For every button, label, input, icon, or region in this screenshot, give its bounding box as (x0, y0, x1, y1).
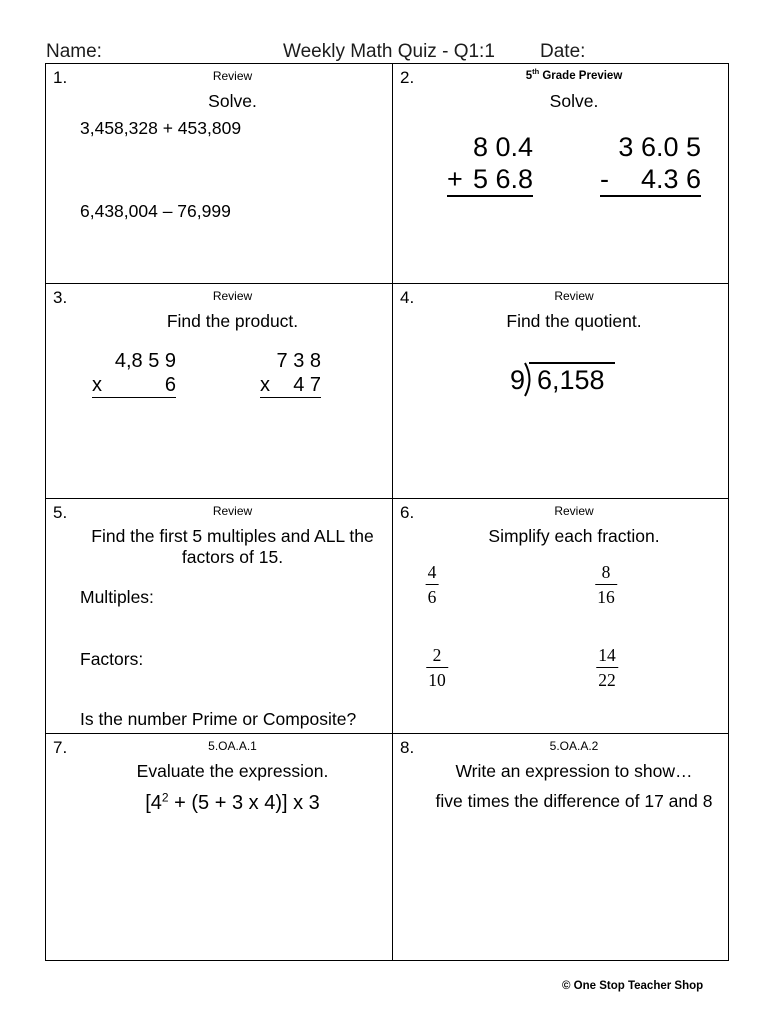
date-label: Date: (540, 41, 586, 62)
denominator: 16 (597, 587, 615, 607)
expression-rest: + (5 + 3 x 4)] x 3 (168, 792, 320, 814)
operator-sign: x (92, 374, 102, 396)
fraction (596, 643, 618, 692)
fraction (426, 643, 448, 692)
numerator: 14 (598, 645, 616, 665)
quiz-title: Weekly Math Quiz - Q1:1 (283, 41, 495, 62)
bottom-number: 4.3 6 (640, 164, 701, 194)
question-tag (420, 69, 728, 83)
dividend: 6,158 (529, 362, 615, 396)
tag-ordinal-suffix: th (532, 67, 540, 77)
bottom-row (600, 163, 701, 197)
question-tag: Review (212, 69, 253, 83)
question-4-cell (393, 284, 729, 499)
question-5-cell (46, 499, 393, 734)
question-number: 7. (53, 738, 68, 757)
bottom-number: 5 6.8 (472, 164, 533, 194)
question-7-cell (46, 734, 393, 961)
multiplication-problem (92, 349, 176, 398)
question-number: 8. (400, 738, 415, 757)
top-number: 7 3 8 (276, 350, 321, 372)
divisor: 9 (510, 365, 526, 395)
bottom-row (260, 373, 321, 398)
numerator: 8 (601, 562, 611, 582)
operator-sign: + (447, 164, 463, 194)
bottom-number: 6 (164, 374, 176, 396)
top-number: 4,8 5 9 (114, 350, 176, 372)
question-instruction: Solve. (549, 91, 599, 111)
denominator: 22 (598, 670, 616, 690)
fraction (426, 560, 439, 609)
question-number: 5. (53, 503, 68, 522)
top-number: 3 6.0 5 (618, 132, 701, 162)
instruction-line: factors of 15. (181, 547, 284, 567)
question-6-cell (393, 499, 729, 734)
factors-label: Factors: (80, 649, 144, 669)
instruction-line: Find the first 5 multiples and ALL the (91, 526, 374, 546)
denominator: 10 (428, 670, 446, 690)
tag-grade-number: 5 (525, 70, 533, 82)
operator-sign: x (260, 374, 270, 396)
multiplication-problem (260, 349, 321, 398)
exponent: 2 (161, 790, 169, 805)
question-1-cell (46, 64, 393, 284)
question-tag: 5.OA.A.1 (208, 739, 257, 753)
question-instruction: Find the quotient. (506, 311, 642, 331)
copyright-footer: © One Stop Teacher Shop (562, 980, 704, 992)
bottom-row (447, 163, 533, 197)
question-instruction: Simplify each fraction. (488, 526, 660, 546)
question-tag: 5.OA.A.2 (549, 739, 599, 753)
question-tag: Review (212, 289, 253, 303)
question-instruction: Find the product. (166, 311, 299, 331)
bottom-row (92, 373, 176, 398)
expression-prompt: five times the difference of 17 and 8 (435, 791, 713, 811)
prime-composite-question: Is the number Prime or Composite? (80, 709, 357, 729)
fraction (595, 560, 617, 609)
question-instruction: Solve. (208, 91, 257, 111)
expression-base: [4 (145, 792, 162, 814)
question-2-cell (393, 64, 729, 284)
subtraction-problem: 6,438,004 – 76,999 (80, 201, 231, 221)
question-tag: Review (554, 504, 594, 518)
question-number: 4. (400, 288, 415, 307)
question-3-cell (46, 284, 393, 499)
question-tag: Review (554, 289, 594, 303)
multiples-label: Multiples: (80, 587, 154, 607)
denominator: 6 (427, 587, 437, 607)
tag-grade-text: Grade Preview (539, 70, 623, 82)
question-number: 6. (400, 503, 415, 522)
question-number: 3. (53, 288, 68, 307)
question-grid (45, 63, 729, 961)
top-number: 8 0.4 (472, 132, 533, 162)
question-8-cell (393, 734, 729, 961)
expression (73, 791, 392, 815)
question-number: 2. (400, 68, 415, 87)
question-instruction (73, 526, 392, 568)
numerator: 4 (427, 562, 437, 582)
question-number: 1. (53, 68, 68, 87)
question-tag: Review (212, 504, 253, 518)
question-instruction: Evaluate the expression. (136, 761, 329, 781)
name-label: Name: (46, 41, 102, 62)
bottom-number: 4 7 (293, 374, 321, 396)
addition-problem: 3,458,328 + 453,809 (80, 118, 242, 138)
decimal-subtraction-problem (600, 131, 701, 197)
operator-sign: - (600, 164, 609, 194)
question-instruction: Write an expression to show… (455, 761, 693, 781)
decimal-addition-problem (447, 131, 533, 197)
numerator: 2 (432, 645, 442, 665)
